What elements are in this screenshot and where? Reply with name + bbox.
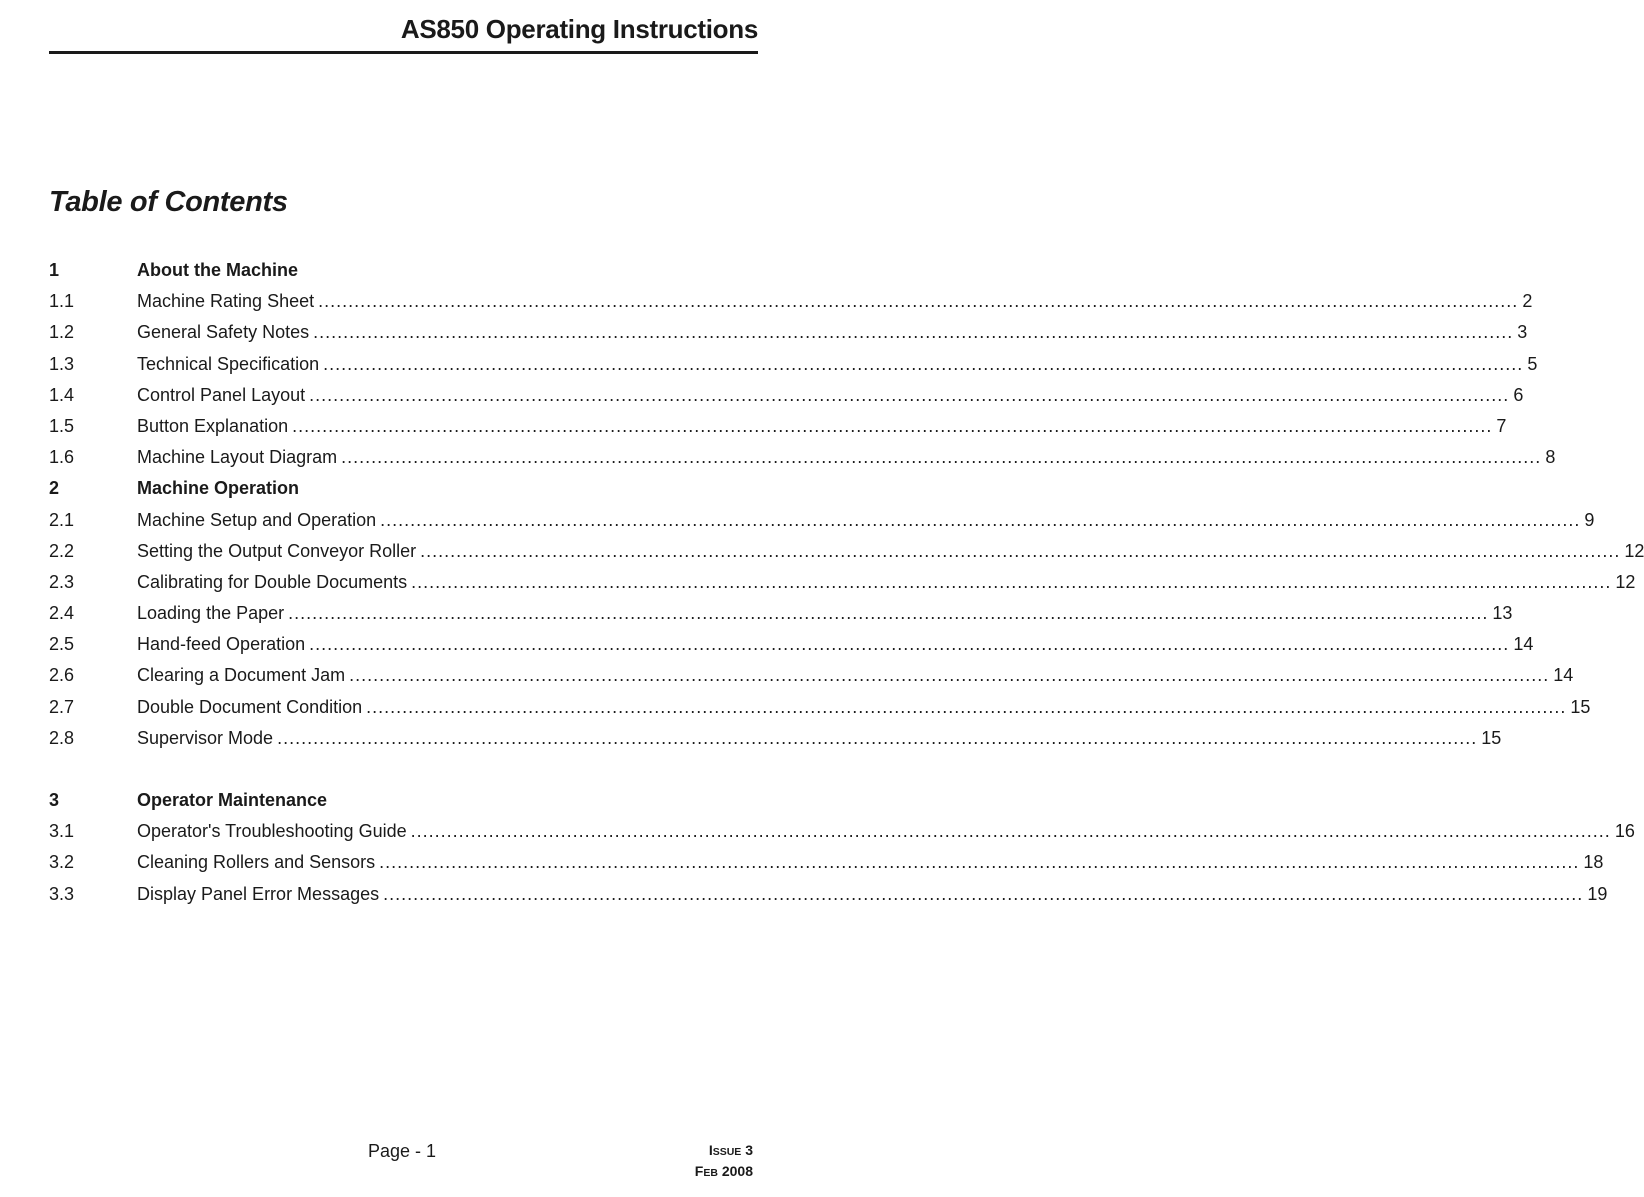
toc-entry-row	[49, 660, 1574, 691]
toc-page-number: 19	[1587, 883, 1608, 904]
toc-dot-leader: ........................................................................................................................................................................................................	[349, 665, 1550, 686]
toc-dot-leader: ........................................................................................................................................................................................................	[380, 509, 1581, 530]
toc-entry-title: Supervisor Mode	[137, 727, 274, 748]
toc-number: 3.2	[49, 852, 75, 873]
toc-page-number: 12	[1615, 571, 1636, 592]
toc-page-number: 3	[1517, 322, 1528, 343]
toc-dot-leader: ........................................................................................................................................................................................................	[420, 540, 1621, 561]
toc-number: 1.6	[49, 447, 75, 468]
toc-section-row	[49, 255, 735, 286]
table-of-contents	[49, 255, 1644, 910]
toc-entry-row	[49, 442, 1556, 473]
toc-number: 3.1	[49, 821, 75, 842]
toc-number: 1.4	[49, 384, 75, 405]
toc-section-title: About the Machine	[137, 260, 298, 280]
toc-entry-title: Control Panel Layout	[137, 384, 306, 405]
toc-dot-leader: ........................................................................................................................................................................................................	[379, 852, 1580, 873]
toc-dot-leader: ........................................................................................................................................................................................................	[383, 883, 1584, 904]
toc-entry-row	[49, 847, 1604, 878]
toc-entry-row	[49, 380, 1524, 411]
toc-entry-row	[49, 536, 1644, 567]
toc-entry-row	[49, 505, 1595, 536]
date-month: FEB	[694, 1163, 718, 1179]
toc-number: 2.8	[49, 727, 75, 748]
toc-entry-row	[49, 286, 1533, 317]
toc-entry-title: Machine Setup and Operation	[137, 509, 377, 530]
toc-entry-title: General Safety Notes	[137, 322, 310, 343]
toc-page-number: 7	[1496, 415, 1507, 436]
toc-page-number: 2	[1522, 291, 1533, 312]
toc-entry-title: Calibrating for Double Documents	[137, 571, 408, 592]
toc-entry-title: Cleaning Rollers and Sensors	[137, 852, 376, 873]
toc-page-number: 14	[1513, 634, 1534, 655]
toc-page-number: 12	[1624, 540, 1644, 561]
toc-dot-leader: ........................................................................................................................................................................................................	[410, 821, 1611, 842]
toc-entry-row	[49, 411, 1507, 442]
toc-entry-title: Button Explanation	[137, 415, 289, 436]
toc-dot-leader: ........................................................................................................................................................................................................	[323, 353, 1524, 374]
toc-entry-row	[49, 816, 1635, 847]
toc-number: 2	[49, 478, 60, 499]
toc-dot-leader: ........................................................................................................................................................................................................	[341, 447, 1542, 468]
toc-number: 1.5	[49, 415, 75, 436]
toc-entry-title: Clearing a Document Jam	[137, 665, 346, 686]
toc-page-number: 6	[1513, 384, 1524, 405]
issue-info	[695, 1141, 753, 1183]
toc-entry-row	[49, 567, 1636, 598]
toc-page-number: 9	[1584, 509, 1595, 530]
toc-number: 1.1	[49, 291, 75, 312]
header-divider	[49, 51, 758, 54]
toc-entry-row	[49, 723, 1502, 754]
toc-dot-leader: ........................................................................................................................................................................................................	[366, 696, 1567, 717]
toc-number: 1.3	[49, 353, 75, 374]
toc-number: 2.3	[49, 571, 75, 592]
toc-dot-leader: ........................................................................................................................................................................................................	[313, 322, 1514, 343]
date-line	[695, 1162, 753, 1183]
toc-spacer	[49, 754, 735, 785]
toc-entry-row	[49, 349, 1538, 380]
date-year: 2008	[721, 1163, 753, 1179]
toc-dot-leader: ........................................................................................................................................................................................................	[318, 291, 1519, 312]
toc-number: 2.2	[49, 540, 75, 561]
toc-number: 2.7	[49, 696, 75, 717]
toc-section-title: Operator Maintenance	[137, 790, 328, 810]
document-title: AS850 Operating Instructions	[400, 14, 758, 44]
toc-entry-title: Hand-feed Operation	[137, 634, 306, 655]
toc-number: 1	[49, 260, 60, 280]
issue-label: ISSUE	[708, 1142, 742, 1158]
toc-number: 3.3	[49, 883, 75, 904]
toc-entry-title: Double Document Condition	[137, 696, 363, 717]
toc-entry-title: Display Panel Error Messages	[137, 883, 380, 904]
toc-entry-row	[49, 879, 1608, 910]
toc-page-number: 15	[1570, 696, 1591, 717]
toc-page-number: 15	[1481, 727, 1502, 748]
toc-entry-title: Technical Specification	[137, 353, 320, 374]
toc-number: 1.2	[49, 322, 75, 343]
toc-number: 2.1	[49, 509, 75, 530]
toc-section-row	[49, 473, 735, 504]
issue-number: 3	[745, 1142, 753, 1158]
toc-entry-title: Operator's Troubleshooting Guide	[137, 821, 407, 842]
toc-dot-leader: ........................................................................................................................................................................................................	[309, 634, 1510, 655]
toc-dot-leader: ........................................................................................................................................................................................................	[288, 603, 1489, 624]
toc-page-number: 13	[1492, 603, 1513, 624]
toc-page-number: 8	[1545, 447, 1556, 468]
toc-page-number: 18	[1583, 852, 1604, 873]
toc-entry-title: Machine Rating Sheet	[137, 291, 315, 312]
toc-entry-row	[49, 317, 1528, 348]
toc-number: 2.6	[49, 665, 75, 686]
toc-section-title: Machine Operation	[137, 478, 300, 499]
toc-number: 2.5	[49, 634, 75, 655]
toc-dot-leader: ........................................................................................................................................................................................................	[277, 727, 1478, 748]
toc-page-number: 5	[1527, 353, 1538, 374]
toc-entry-title: Loading the Paper	[137, 603, 285, 624]
toc-dot-leader: ........................................................................................................................................................................................................	[292, 415, 1493, 436]
page-number: Page - 1	[368, 1141, 437, 1161]
toc-page-number: 14	[1553, 665, 1574, 686]
toc-entry-row	[49, 692, 1591, 723]
toc-entry-row	[49, 629, 1534, 660]
toc-page-number: 16	[1614, 821, 1635, 842]
toc-entry-row	[49, 598, 1513, 629]
toc-entry-title: Machine Layout Diagram	[137, 447, 338, 468]
toc-dot-leader: ........................................................................................................................................................................................................	[309, 384, 1510, 405]
toc-heading: Table of Contents	[49, 186, 288, 218]
toc-entry-title: Setting the Output Conveyor Roller	[137, 540, 417, 561]
issue-line	[695, 1141, 753, 1162]
toc-dot-leader: ........................................................................................................................................................................................................	[411, 571, 1612, 592]
toc-section-row	[49, 785, 735, 816]
toc-number: 2.4	[49, 603, 75, 624]
toc-number: 3	[49, 790, 60, 810]
